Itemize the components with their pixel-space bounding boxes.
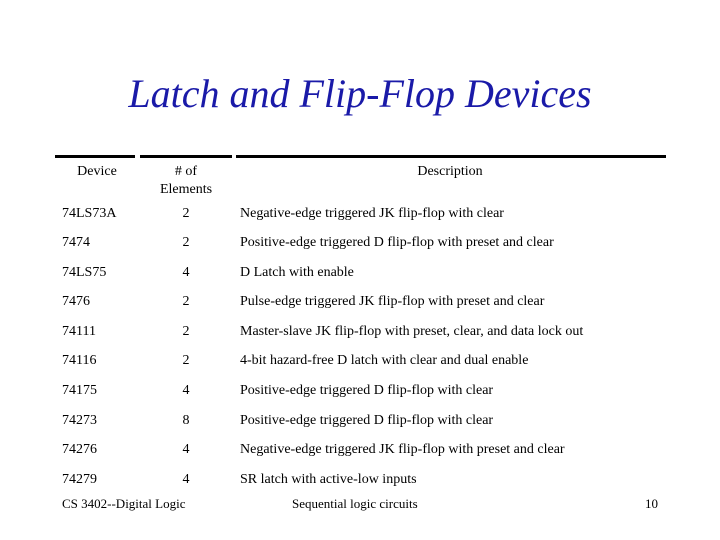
column-header-device: Device: [77, 164, 117, 179]
footer-topic: Sequential logic circuits: [292, 496, 418, 511]
device-cell: 74273: [62, 413, 97, 428]
device-cell: 74LS75: [62, 265, 107, 280]
header-rule-device: [55, 155, 135, 158]
table-row: [0, 413, 720, 442]
table-row: [0, 206, 720, 235]
header-rule-count: [140, 155, 232, 158]
table-row: [0, 353, 720, 382]
device-cell: 74LS73A: [62, 206, 117, 221]
description-cell: Positive-edge triggered D flip-flop with clear: [240, 413, 494, 428]
count-cell: 4: [182, 442, 190, 457]
table-row: [0, 265, 720, 294]
device-cell: 74111: [62, 324, 96, 339]
description-cell: Positive-edge triggered D flip-flop with preset and clear: [240, 235, 554, 250]
table-row: [0, 324, 720, 353]
table-row: [0, 294, 720, 323]
column-header-description: Description: [417, 164, 483, 179]
count-cell: 2: [182, 324, 190, 339]
count-cell: 4: [182, 265, 190, 280]
table-row: [0, 383, 720, 412]
device-cell: 74116: [62, 353, 97, 368]
description-cell: Pulse-edge triggered JK flip-flop with preset and clear: [240, 294, 545, 309]
description-cell: Positive-edge triggered D flip-flop with clear: [240, 383, 494, 398]
device-cell: 74276: [62, 442, 97, 457]
column-header-count-line2: Elements: [159, 182, 213, 197]
count-cell: 4: [182, 472, 190, 487]
count-cell: 2: [182, 294, 190, 309]
table-row: [0, 442, 720, 471]
description-cell: 4-bit hazard-free D latch with clear and dual enable: [240, 353, 529, 368]
description-cell: D Latch with enable: [240, 265, 354, 280]
column-header-count: [150, 163, 222, 199]
description-cell: SR latch with active-low inputs: [240, 472, 417, 487]
count-cell: 2: [182, 353, 190, 368]
column-header-count-line1: # of: [174, 164, 198, 179]
count-cell: 8: [182, 413, 190, 428]
description-cell: Negative-edge triggered JK flip-flop with preset and clear: [240, 442, 565, 457]
device-cell: 74175: [62, 383, 97, 398]
header-rule-description: [236, 155, 666, 158]
description-cell: Negative-edge triggered JK flip-flop with clear: [240, 206, 504, 221]
count-cell: 2: [182, 235, 190, 250]
count-cell: 4: [182, 383, 190, 398]
device-cell: 74279: [62, 472, 97, 487]
device-cell: 7476: [62, 294, 90, 309]
footer-course: CS 3402--Digital Logic: [62, 496, 186, 511]
slide-title: Latch and Flip-Flop Devices: [128, 71, 592, 116]
table-row: [0, 235, 720, 264]
footer-page-number: 10: [645, 496, 658, 511]
description-cell: Master-slave JK flip-flop with preset, clear, and data lock out: [240, 324, 584, 339]
device-cell: 7474: [62, 235, 90, 250]
count-cell: 2: [182, 206, 190, 221]
